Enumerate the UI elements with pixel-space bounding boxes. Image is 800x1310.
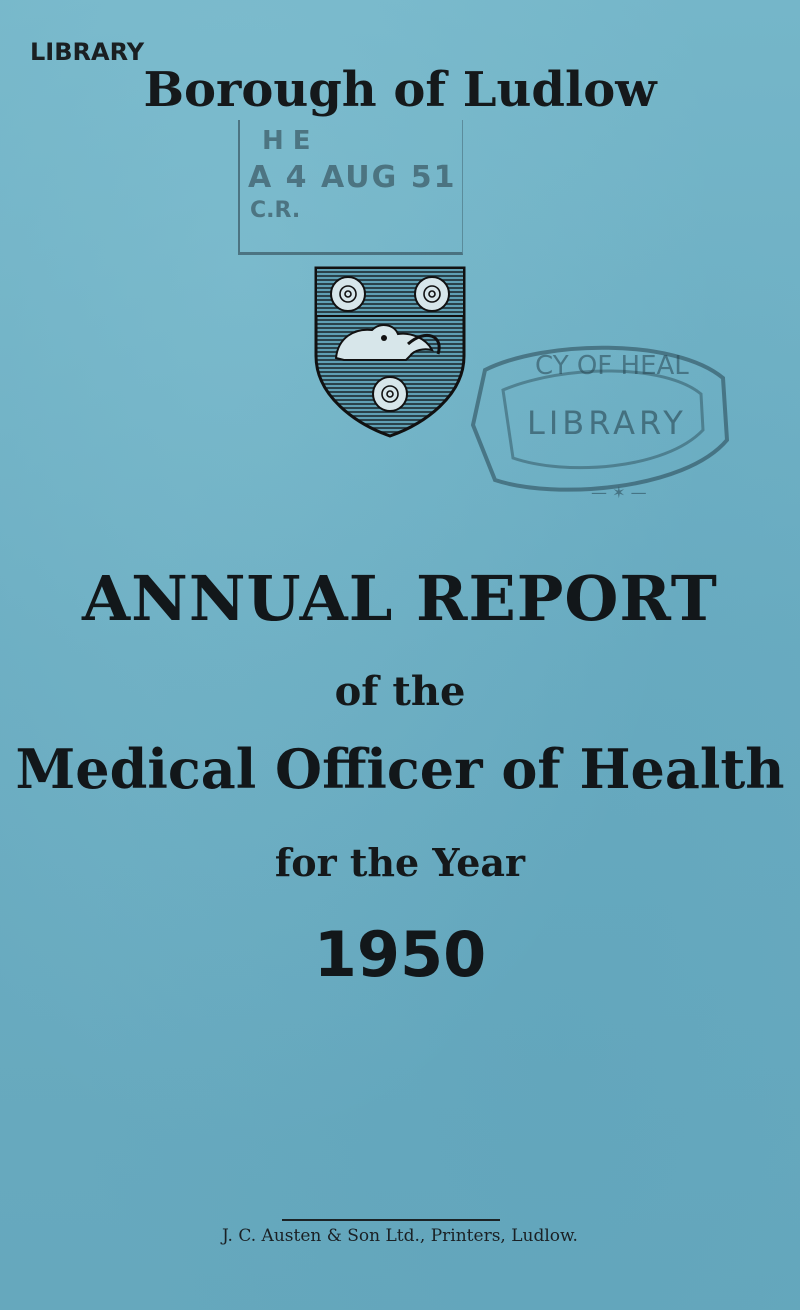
library-stamp-star-icon: — ✶ —: [591, 483, 647, 502]
officer-title: Medical Officer of Health: [15, 737, 785, 801]
for-the-year-line: for the Year: [274, 840, 526, 885]
borough-crest-icon: [314, 266, 466, 438]
received-stamp-date: A 4 AUG 51: [248, 160, 457, 195]
received-stamp-line1: H E: [262, 126, 311, 156]
borough-title: Borough of Ludlow: [143, 62, 657, 118]
library-stamp-center-text: LIBRARY: [527, 404, 687, 442]
received-stamp-initials: C.R.: [250, 198, 301, 223]
library-stamp-top-text: CY OF HEAL: [535, 351, 689, 381]
of-the-line: of the: [334, 668, 466, 715]
footer-divider: [282, 1219, 500, 1221]
report-year: 1950: [313, 918, 487, 991]
received-date-stamp: [238, 120, 463, 255]
printer-credit: J. C. Austen & Son Ltd., Printers, Ludlow.: [222, 1226, 578, 1246]
library-stamp-text: LIBRARY: [30, 38, 145, 66]
library-round-stamp: [455, 330, 735, 520]
report-title: ANNUAL REPORT: [82, 562, 718, 635]
